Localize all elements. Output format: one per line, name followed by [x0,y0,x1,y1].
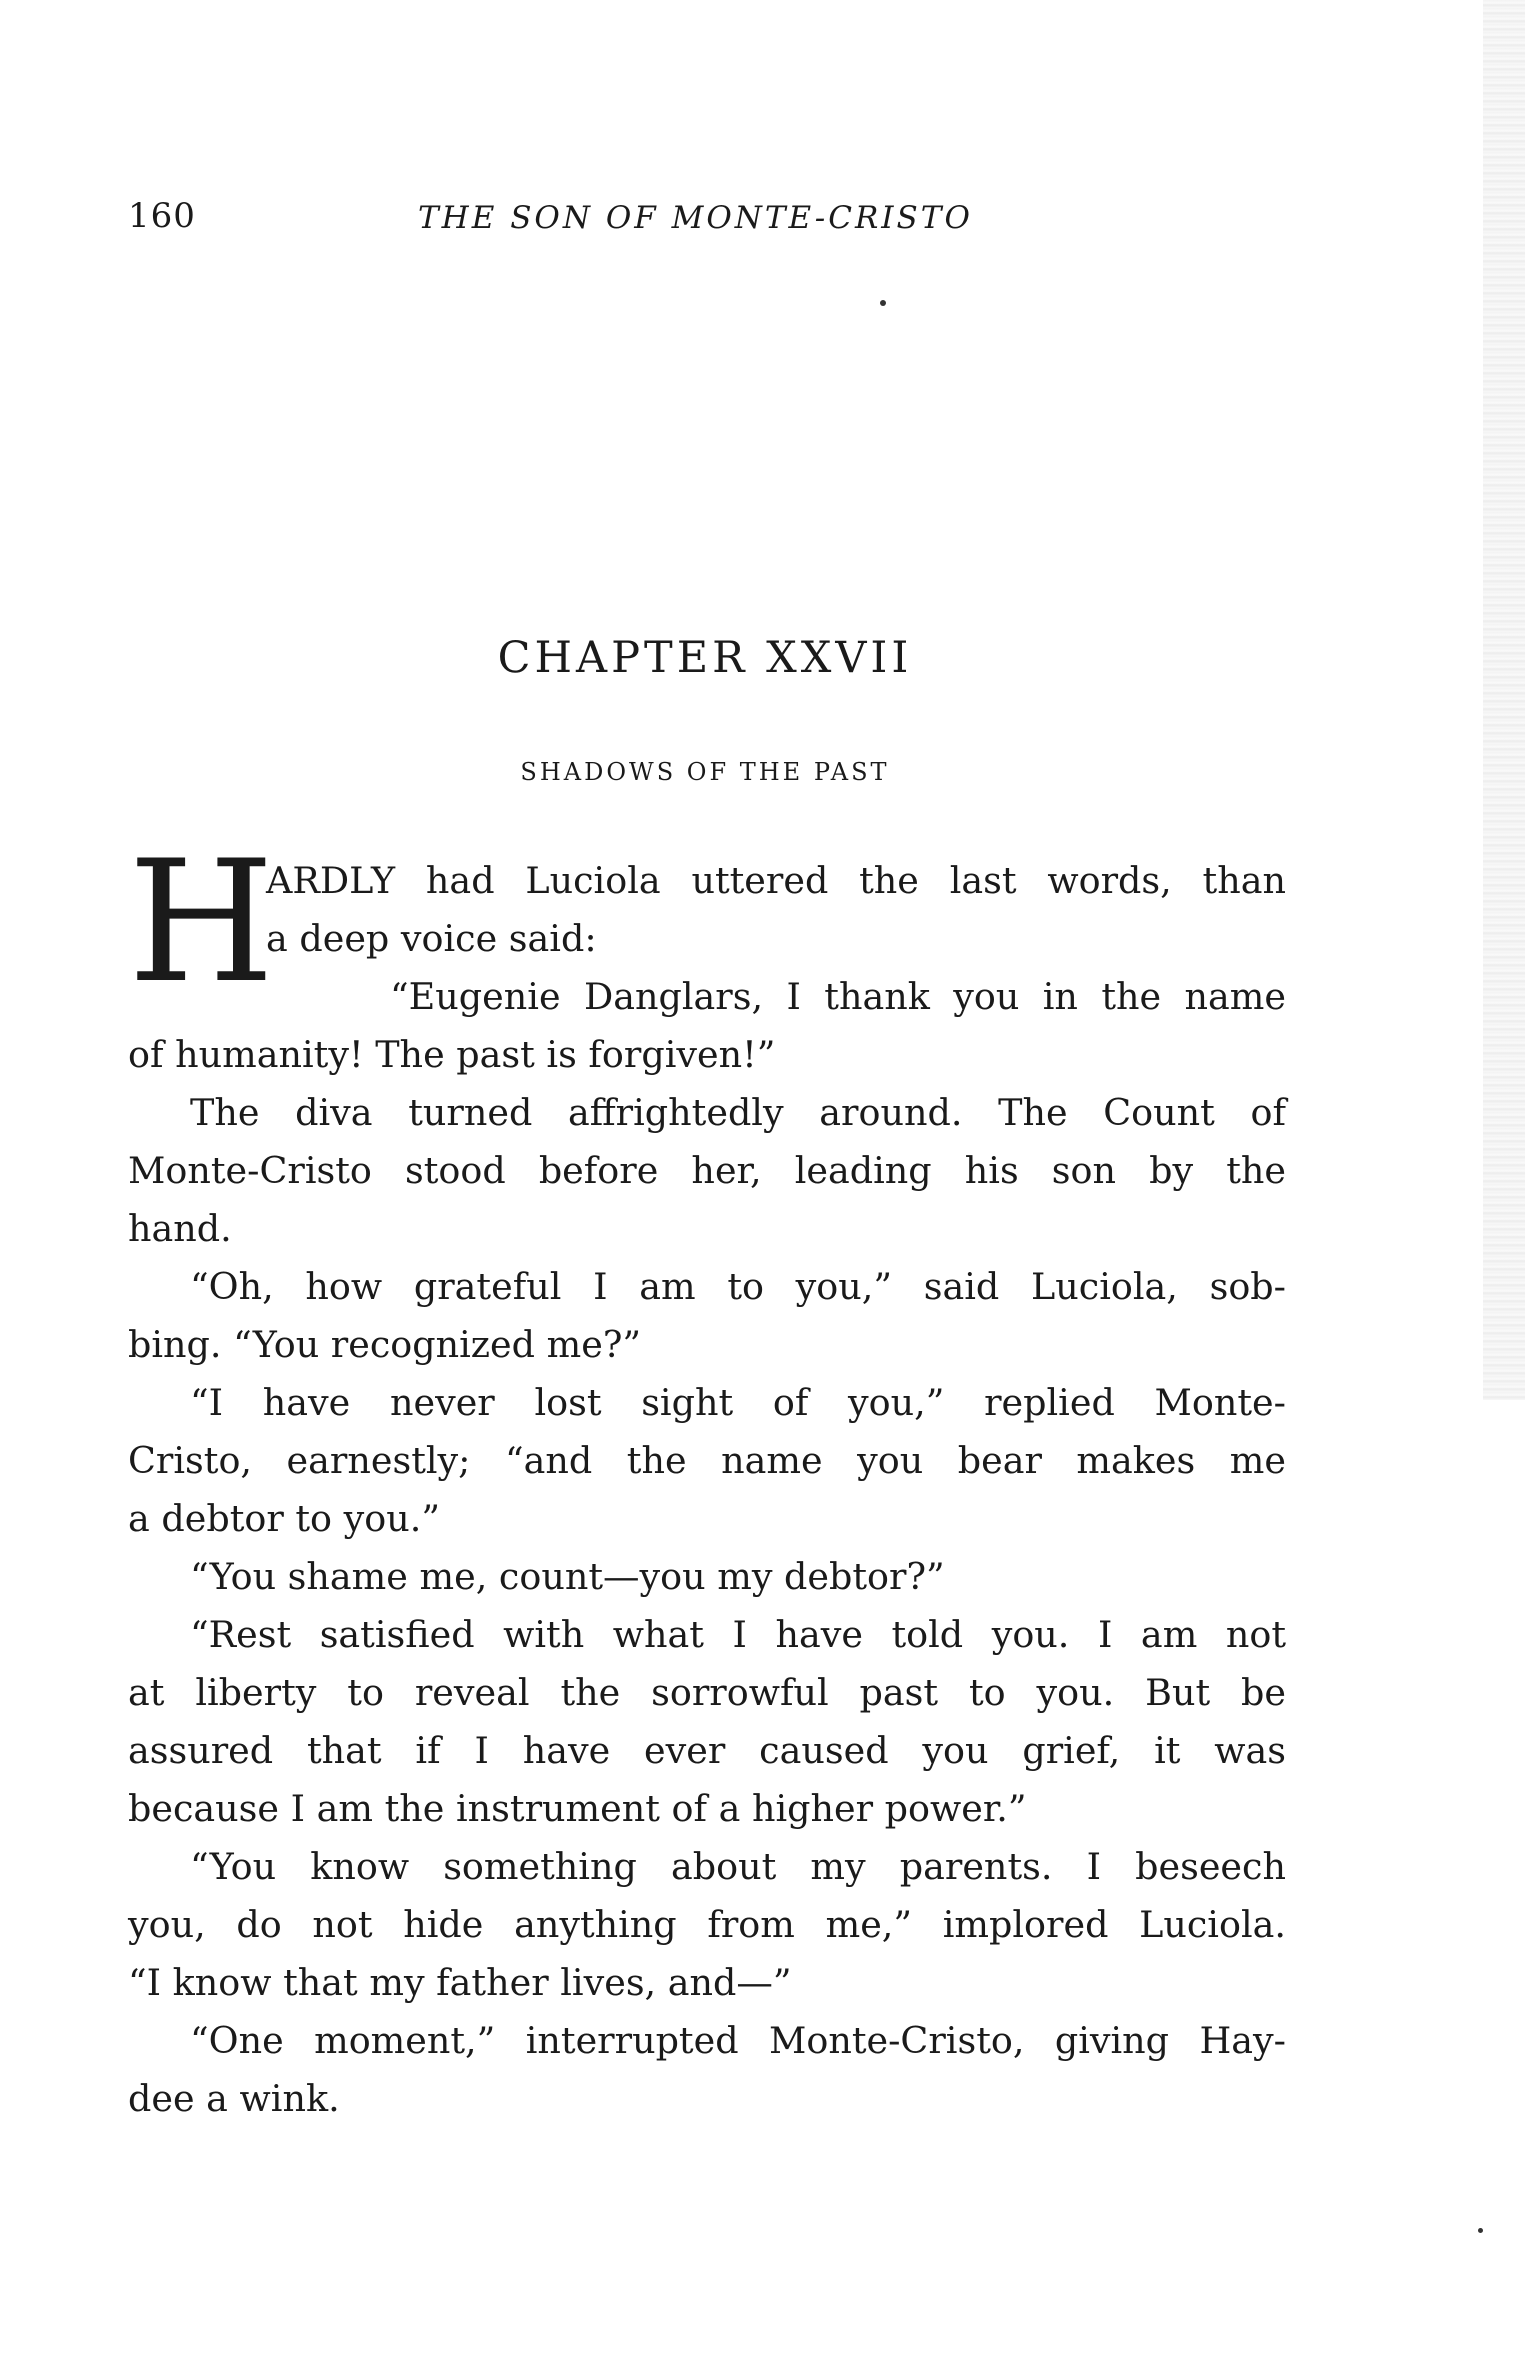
text-line: “You know something about my parents. I beseech [190,1845,1286,1888]
text-line: a deep voice said: [266,917,597,960]
text-line: you, do not hide anything from me,” implored Luciola. [128,1903,1286,1946]
text-line: bing. “You recognized me?” [128,1323,642,1366]
text-line: assured that if I have ever caused you grief, it was [128,1729,1286,1772]
text-line: “I have never lost sight of you,” replied Monte- [190,1381,1286,1424]
running-title: THE SON OF MONTE-CRISTO [418,200,973,236]
text-line: ARDLY had Luciola uttered the last words, than [266,859,1286,902]
text-line: a debtor to you.” [128,1497,440,1540]
chapter-title: CHAPTER XXVII [497,633,913,683]
text-line: at liberty to reveal the sorrowful past to you. But be [128,1671,1286,1714]
chapter-subtitle: SHADOWS OF THE PAST [520,758,890,786]
page-number: 160 [128,196,196,236]
text-line: “Oh, how grateful I am to you,” said Luciola, sob- [190,1265,1286,1308]
text-line: “You shame me, count—you my debtor?” [190,1555,945,1598]
text-line: “Eugenie Danglars, I thank you in the name [390,975,1286,1018]
text-line: Monte-Cristo stood before her, leading his son by the [128,1149,1286,1192]
ink-speck [880,300,886,306]
text-line: hand. [128,1207,232,1250]
text-line: “Rest satisfied with what I have told you. I am not [190,1613,1286,1656]
scan-edge-shadow [1483,0,1525,1400]
text-line: The diva turned affrightedly around. The Count of [190,1091,1286,1134]
text-line: Cristo, earnestly; “and the name you bear makes me [128,1439,1286,1482]
ink-speck [1478,2228,1483,2233]
running-header [128,196,1288,246]
text-line: “I know that my father lives, and—” [128,1961,792,2004]
text-line: dee a wink. [128,2077,340,2120]
text-line: of humanity! The past is forgiven!” [128,1033,776,1076]
drop-cap: H [128,824,275,1020]
text-line: because I am the instrument of a higher power.” [128,1787,1027,1830]
text-line: “One moment,” interrupted Monte-Cristo, giving Hay- [190,2019,1286,2062]
